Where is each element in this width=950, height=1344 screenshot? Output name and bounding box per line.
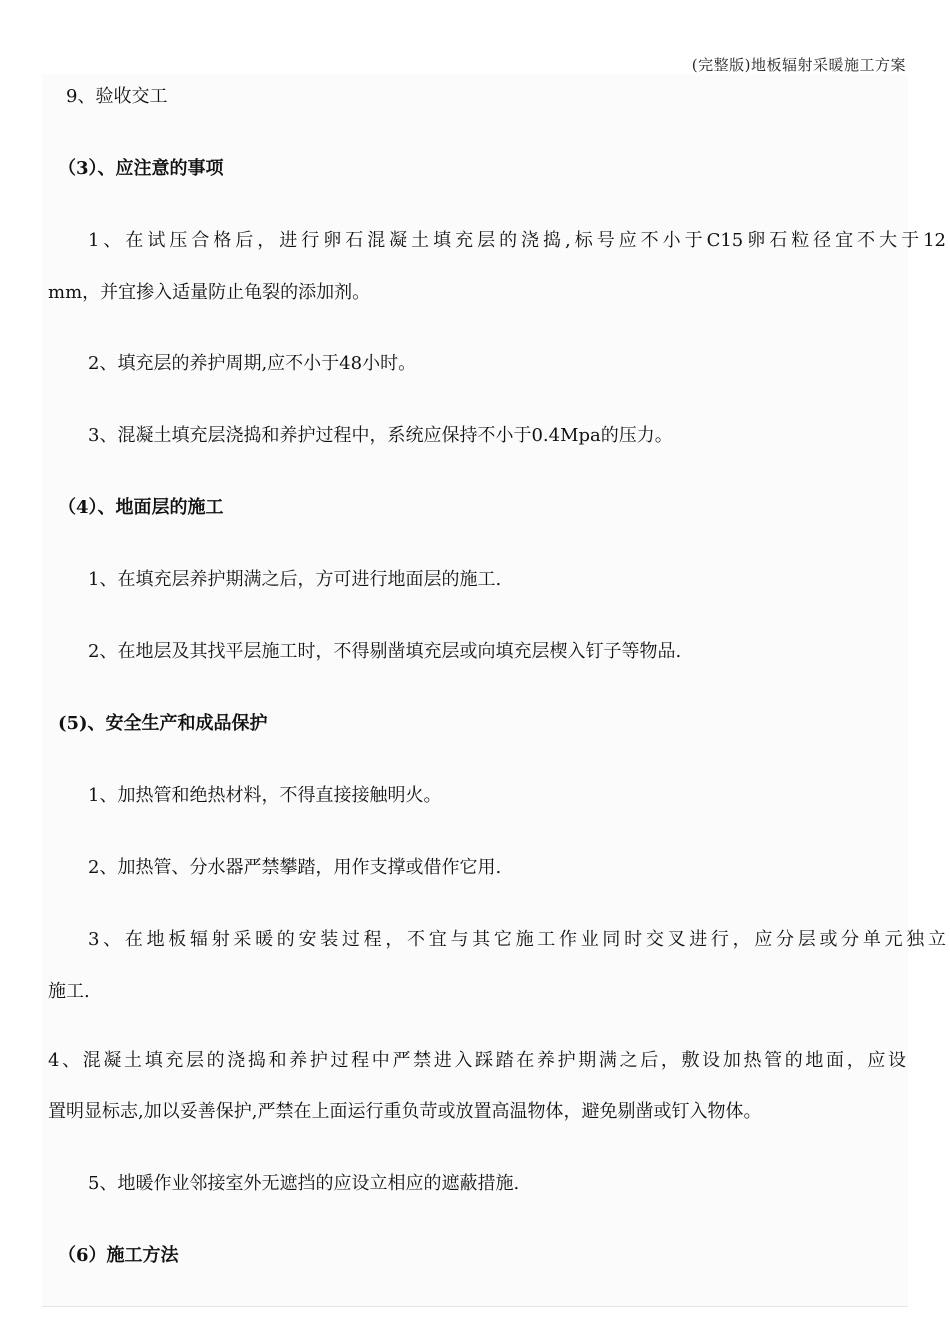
section-heading-methods: （6）施工方法 — [58, 1245, 179, 1266]
paragraph-safety-1: 1、加热管和绝热材料，不得直接接触明火。 — [88, 785, 442, 806]
paragraph-safety-2: 2、加热管、分水器严禁攀踏，用作支撑或借作它用. — [88, 857, 502, 878]
paragraph-safety-3-cont: 施工. — [48, 981, 90, 1002]
document-page — [42, 74, 946, 1307]
paragraph-acceptance: 9、验收交工 — [66, 86, 168, 107]
paragraph-safety-4-cont: 置明显标志,加以妥善保护,严禁在上面运行重负苛或放置高温物体，避免剔凿或钉入物体。 — [48, 1101, 762, 1122]
paragraph-floor-2: 2、在地层及其找平层施工时，不得剔凿填充层或向填充层楔入钉子等物品. — [88, 641, 682, 662]
paragraph-precaution-1: 1、在试压合格后，进行卵石混凝土填充层的浇捣,标号应不小于C15卵石粒径宜不大于12 — [88, 230, 946, 251]
paragraph-safety-3: 3、在地板辐射采暖的安装过程，不宜与其它施工作业同时交叉进行，应分层或分单元独立 — [88, 929, 946, 950]
paragraph-floor-1: 1、在填充层养护期满之后，方可进行地面层的施工. — [88, 569, 502, 590]
paragraph-safety-4: 4、混凝土填充层的浇捣和养护过程中严禁进入踩踏在养护期满之后，敷设加热管的地面，应设 — [48, 1050, 906, 1071]
paragraph-safety-5: 5、地暖作业邻接室外无遮挡的应设立相应的遮蔽措施. — [88, 1173, 520, 1194]
paragraph-precaution-2: 2、填充层的养护周期,应不小于48小时。 — [88, 353, 417, 374]
section-heading-precautions: （3）、应注意的事项 — [58, 158, 224, 179]
running-header: (完整版)地板辐射采暖施工方案 — [691, 56, 906, 74]
section-heading-safety: (5)、安全生产和成品保护 — [58, 713, 268, 734]
paragraph-precaution-3: 3、混凝土填充层浇捣和养护过程中，系统应保持不小于0.4Mpa的压力。 — [88, 425, 673, 446]
paragraph-precaution-1-cont: mm，并宜掺入适量防止龟裂的添加剂。 — [48, 282, 371, 303]
section-heading-floor-layer: （4）、地面层的施工 — [58, 497, 224, 518]
